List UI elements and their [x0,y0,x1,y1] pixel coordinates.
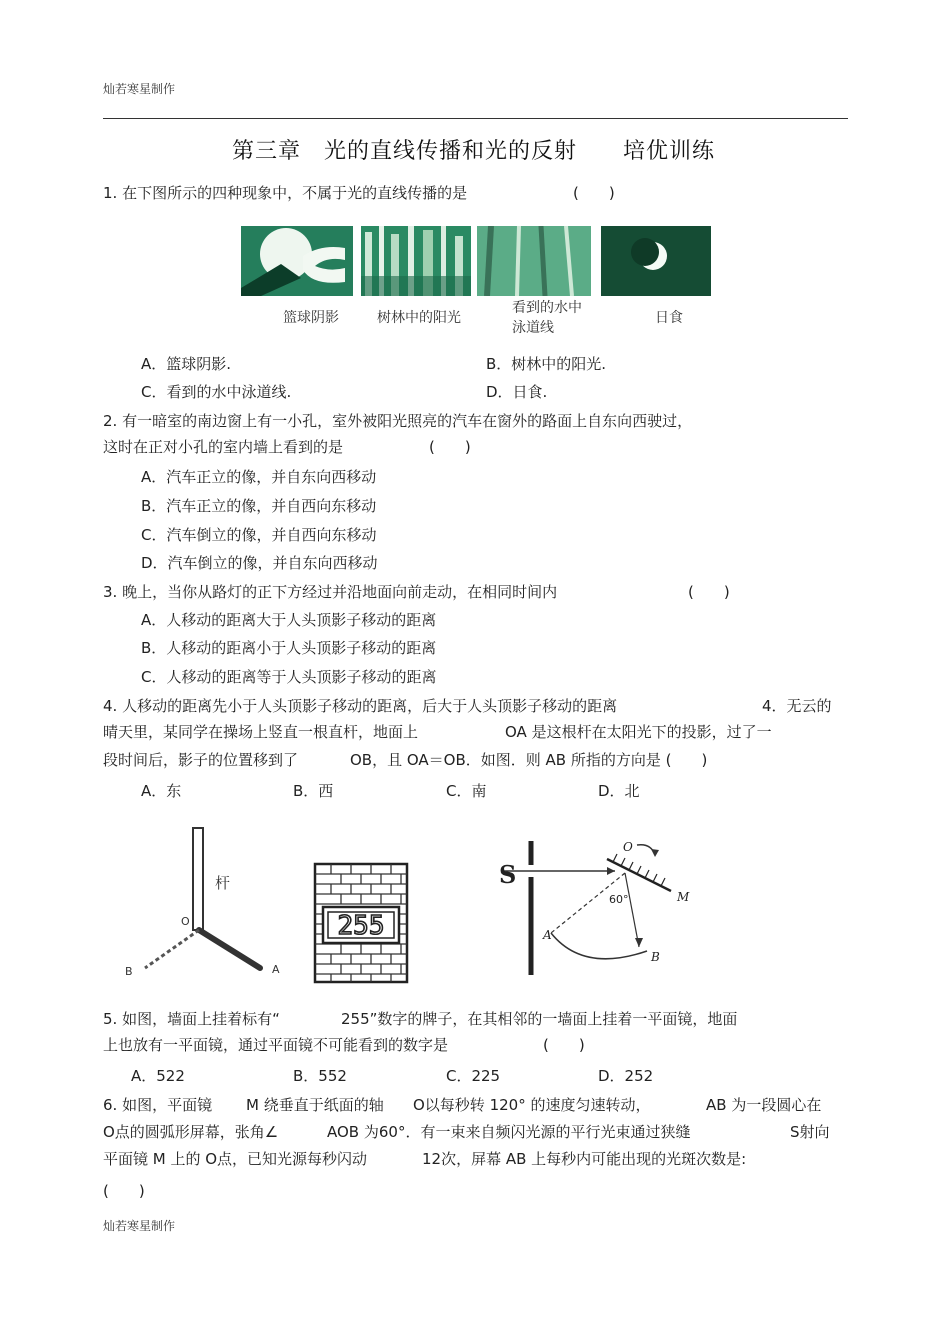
q4-line2a: 晴天里，某同学在操场上竖直一根直杆，地面上 [103,723,419,741]
q5-option-b: B．552 [293,1067,347,1085]
q1-photo-strip [241,226,711,296]
mirror-label-b: B [651,950,660,964]
q5-line1b: 255”数字的牌子，在其相邻的一墙面上挂着一平面镜，地面 [341,1010,738,1028]
q5-line2: 上也放有一平面镜，通过平面镜不可能看到的数字是 [103,1036,449,1054]
sign-number: 255 [337,911,385,941]
q2-option-c: C．汽车倒立的像，并自西向东移动 [141,526,377,544]
q6-line2a: O点的圆弧形屏幕，张角∠ [103,1123,279,1141]
pole-label-a: A [272,963,280,976]
q1-caption-basketball: 篮球阴影 [283,310,339,326]
mirror-label-m: M [677,890,690,904]
q6-line1d: AB 为一段圆心在 [706,1096,822,1114]
q2-option-b: B．汽车正立的像，并自西向东移动 [141,497,377,515]
q5-paren: ( ) [543,1036,585,1054]
q6-line1b: M 绕垂直于纸面的轴 [246,1096,384,1114]
q4-line3a: 段时间后，影子的位置移到了 [103,751,299,769]
q6-line2c: S射向 [790,1123,830,1141]
q6-line3b: 12次，屏幕 AB 上每秒内可能出现的光斑次数是: [422,1150,747,1168]
q1-caption-eclipse: 日食 [655,310,683,326]
q1-stem: 1. 在下图所示的四种现象中，不属于光的直线传播的是 [103,184,468,202]
mirror-label-o: O [623,840,633,854]
q2-option-d: D．汽车倒立的像，并自东向西移动 [141,554,378,572]
q3-paren: ( ) [688,583,730,601]
q2-line2: 这时在正对小孔的室内墙上看到的是 [103,438,344,456]
q6-line1a: 6. 如图，平面镜 [103,1096,213,1114]
q1-paren: ( ) [573,184,615,202]
mirror-label-s: S [499,860,517,889]
brick-wall-sign-figure [313,862,409,984]
q4-option-c: C．南 [446,782,487,800]
header-text: 灿若寒星制作 [103,82,176,96]
q6-line2b: AOB 为60°．有一束来自频闪光源的平行光束通过狭缝 [327,1123,691,1141]
q1-caption-pool-line1: 看到的水中 [512,300,582,316]
q4-option-a: A．东 [141,782,182,800]
q4-line2b: OA 是这根杆在太阳光下的投影，过了一 [505,723,772,741]
basketball-shadow-photo [241,226,353,296]
q5-option-c: C．225 [446,1067,501,1085]
q2-line1: 2. 有一暗室的南边窗上有一小孔，室外被阳光照亮的汽车在窗外的路面上自东向西驶过， [103,412,693,430]
q6-line3a: 平面镜 M 上的 O点，已知光源每秒闪动 [103,1150,368,1168]
forest-sunlight-photo [361,226,471,296]
rotating-mirror-figure [495,835,705,985]
q1-option-c: C．看到的水中泳道线. [141,383,292,401]
footer-text: 灿若寒星制作 [103,1219,176,1233]
pole-label-rod: 杆 [215,874,231,892]
q3-stem: 3. 晚上，当你从路灯的正下方经过并沿地面向前走动，在相同时间内 [103,583,558,601]
q3-option-a: A．人移动的距离大于人头顶影子移动的距离 [141,611,437,629]
q3-option-b: B．人移动的距离小于人头顶影子移动的距离 [141,639,437,657]
mirror-label-a: A [543,928,552,942]
q6-paren: ( ) [103,1182,145,1200]
q1-option-a: A．篮球阴影. [141,355,232,373]
q6-line1c: O以每秒转 120° 的速度匀速转动， [413,1096,651,1114]
q4-line1b: 4．无云的 [762,697,832,715]
pool-lane-photo [477,226,591,296]
q1-caption-forest: 树林中的阳光 [377,310,461,326]
q1-option-b: B．树林中的阳光. [486,355,607,373]
q5-option-a: A．522 [131,1067,185,1085]
pole-shadow-figure [115,820,290,985]
q5-option-d: D．252 [598,1067,654,1085]
q2-option-a: A．汽车正立的像，并自东向西移动 [141,468,377,486]
q3-option-c: C．人移动的距离等于人头顶影子移动的距离 [141,668,437,686]
mirror-label-angle: 60° [609,893,629,906]
page-title: 第三章 光的直线传播和光的反射 培优训练 [232,139,716,164]
q2-paren: ( ) [429,438,471,456]
q4-option-b: B．西 [293,782,334,800]
q5-line1a: 5. 如图，墙面上挂着标有“ [103,1010,280,1028]
header-rule [103,118,848,119]
q1-caption-pool-line2: 泳道线 [512,320,554,336]
q4-line3b: OB，且 OA＝OB．如图．则 AB 所指的方向是 ( ) [350,751,708,769]
q4-line1a: 4. 人移动的距离先小于人头顶影子移动的距离，后大于人头顶影子移动的距离 [103,697,618,715]
pole-label-b: B [125,965,133,978]
q1-option-d: D．日食. [486,383,548,401]
q4-option-d: D．北 [598,782,640,800]
eclipse-photo [601,226,711,296]
pole-label-o: O [181,915,190,928]
